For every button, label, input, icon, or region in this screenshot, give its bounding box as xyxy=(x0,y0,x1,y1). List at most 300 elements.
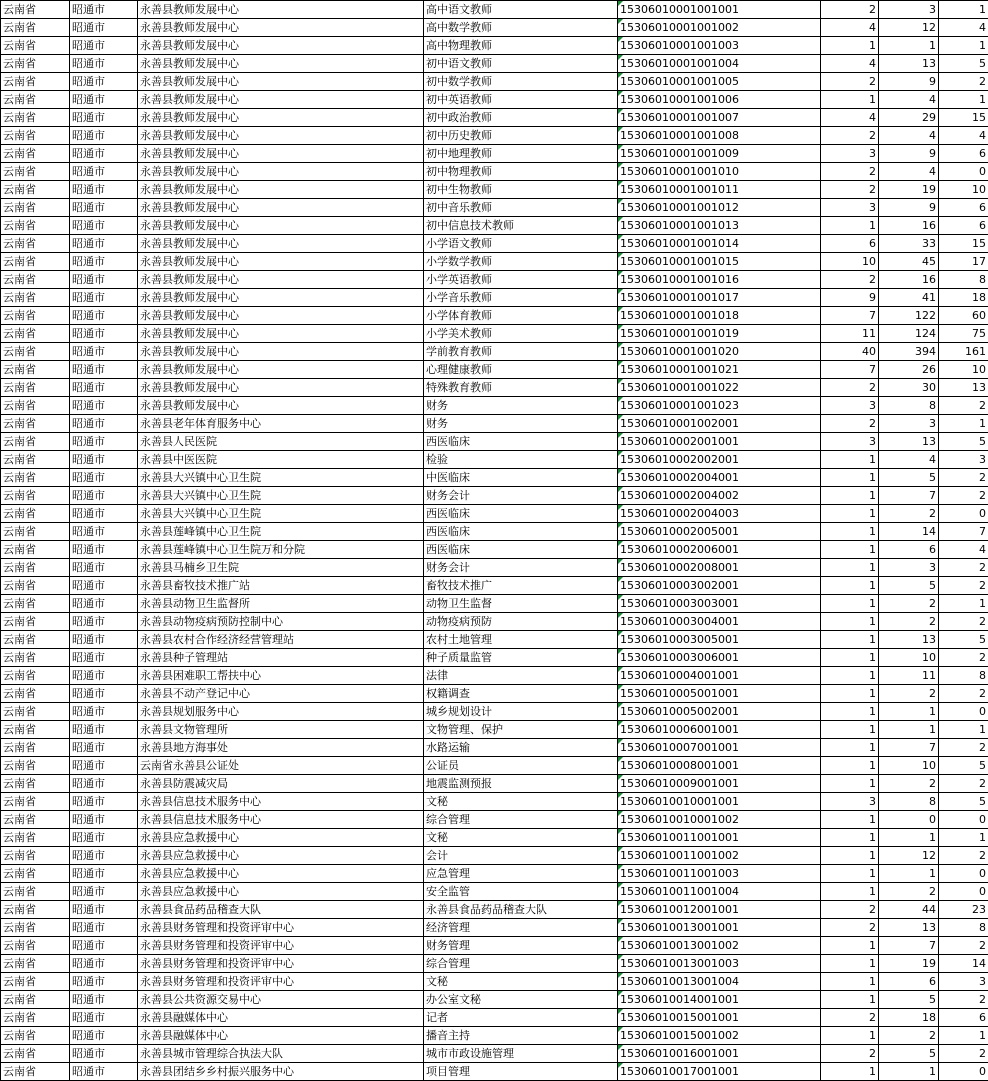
province-cell: 云南省 xyxy=(1,919,70,937)
city-cell: 昭通市 xyxy=(70,919,138,937)
province-cell: 云南省 xyxy=(1,235,70,253)
unit-name-cell: 永善县教师发展中心 xyxy=(138,19,424,37)
position-code-cell: 15306010001001023 xyxy=(618,397,821,415)
unit-name-cell: 永善县财务管理和投资评审中心 xyxy=(138,919,424,937)
paid-cell: 2 xyxy=(939,469,988,487)
position-cell: 动物卫生监督 xyxy=(424,595,618,613)
position-cell: 初中音乐教师 xyxy=(424,199,618,217)
unit-name-cell: 永善县教师发展中心 xyxy=(138,199,424,217)
province-cell: 云南省 xyxy=(1,523,70,541)
city-cell: 昭通市 xyxy=(70,181,138,199)
position-code-cell: 15306010015001001 xyxy=(618,1009,821,1027)
table-row xyxy=(1,721,988,739)
position-code-cell: 15306010001001001 xyxy=(618,1,821,19)
position-cell: 初中政治教师 xyxy=(424,109,618,127)
city-cell: 昭通市 xyxy=(70,109,138,127)
position-code-cell: 15306010002002001 xyxy=(618,451,821,469)
province-cell: 云南省 xyxy=(1,91,70,109)
position-cell: 综合管理 xyxy=(424,955,618,973)
position-cell: 法律 xyxy=(424,667,618,685)
unit-name-cell: 永善县动物卫生监督所 xyxy=(138,595,424,613)
city-cell: 昭通市 xyxy=(70,793,138,811)
unit-name-cell: 永善县教师发展中心 xyxy=(138,145,424,163)
province-cell: 云南省 xyxy=(1,649,70,667)
table-row xyxy=(1,847,988,865)
position-code-cell: 15306010009001001 xyxy=(618,775,821,793)
position-code-cell: 15306010011001003 xyxy=(618,865,821,883)
applicants-cell: 19 xyxy=(879,181,939,199)
position-cell: 小学美术教师 xyxy=(424,325,618,343)
paid-cell: 161 xyxy=(939,343,988,361)
paid-cell: 10 xyxy=(939,361,988,379)
table-row xyxy=(1,397,988,415)
city-cell: 昭通市 xyxy=(70,379,138,397)
province-cell: 云南省 xyxy=(1,1063,70,1081)
quota-cell: 4 xyxy=(821,109,879,127)
paid-cell: 6 xyxy=(939,199,988,217)
position-cell: 初中数学教师 xyxy=(424,73,618,91)
quota-cell: 9 xyxy=(821,289,879,307)
city-cell: 昭通市 xyxy=(70,1063,138,1081)
paid-cell: 4 xyxy=(939,19,988,37)
applicants-cell: 4 xyxy=(879,91,939,109)
quota-cell: 10 xyxy=(821,253,879,271)
quota-cell: 3 xyxy=(821,145,879,163)
applicants-cell: 1 xyxy=(879,829,939,847)
unit-name-cell: 永善县大兴镇中心卫生院 xyxy=(138,487,424,505)
table-row xyxy=(1,289,988,307)
position-code-cell: 15306010013001002 xyxy=(618,937,821,955)
position-code-cell: 15306010001001015 xyxy=(618,253,821,271)
paid-cell: 6 xyxy=(939,1009,988,1027)
province-cell: 云南省 xyxy=(1,685,70,703)
applicants-cell: 2 xyxy=(879,1027,939,1045)
city-cell: 昭通市 xyxy=(70,199,138,217)
paid-cell: 23 xyxy=(939,901,988,919)
applicants-cell: 5 xyxy=(879,1045,939,1063)
city-cell: 昭通市 xyxy=(70,811,138,829)
table-row xyxy=(1,451,988,469)
paid-cell: 4 xyxy=(939,541,988,559)
paid-cell: 5 xyxy=(939,793,988,811)
paid-cell: 2 xyxy=(939,559,988,577)
position-cell: 初中语文教师 xyxy=(424,55,618,73)
position-cell: 城乡规划设计 xyxy=(424,703,618,721)
province-cell: 云南省 xyxy=(1,991,70,1009)
unit-name-cell: 永善县财务管理和投资评审中心 xyxy=(138,955,424,973)
province-cell: 云南省 xyxy=(1,109,70,127)
table-row xyxy=(1,595,988,613)
position-cell: 初中英语教师 xyxy=(424,91,618,109)
table-row xyxy=(1,487,988,505)
table-row xyxy=(1,1009,988,1027)
table-row xyxy=(1,109,988,127)
quota-cell: 3 xyxy=(821,793,879,811)
paid-cell: 8 xyxy=(939,919,988,937)
city-cell: 昭通市 xyxy=(70,235,138,253)
table-row xyxy=(1,1027,988,1045)
province-cell: 云南省 xyxy=(1,973,70,991)
unit-name-cell: 永善县种子管理站 xyxy=(138,649,424,667)
city-cell: 昭通市 xyxy=(70,703,138,721)
quota-cell: 1 xyxy=(821,883,879,901)
unit-name-cell: 永善县困难职工帮扶中心 xyxy=(138,667,424,685)
unit-name-cell: 永善县教师发展中心 xyxy=(138,73,424,91)
unit-name-cell: 永善县教师发展中心 xyxy=(138,343,424,361)
position-code-cell: 15306010003006001 xyxy=(618,649,821,667)
position-cell: 高中数学教师 xyxy=(424,19,618,37)
position-code-cell: 15306010001001009 xyxy=(618,145,821,163)
applicants-cell: 26 xyxy=(879,361,939,379)
paid-cell: 75 xyxy=(939,325,988,343)
city-cell: 昭通市 xyxy=(70,847,138,865)
table-row xyxy=(1,757,988,775)
unit-name-cell: 永善县大兴镇中心卫生院 xyxy=(138,505,424,523)
unit-name-cell: 永善县文物管理所 xyxy=(138,721,424,739)
unit-name-cell: 永善县大兴镇中心卫生院 xyxy=(138,469,424,487)
applicants-cell: 12 xyxy=(879,19,939,37)
paid-cell: 4 xyxy=(939,127,988,145)
province-cell: 云南省 xyxy=(1,739,70,757)
position-code-cell: 15306010001001006 xyxy=(618,91,821,109)
city-cell: 昭通市 xyxy=(70,487,138,505)
unit-name-cell: 永善县教师发展中心 xyxy=(138,397,424,415)
quota-cell: 1 xyxy=(821,829,879,847)
quota-cell: 3 xyxy=(821,397,879,415)
position-code-cell: 15306010003003001 xyxy=(618,595,821,613)
quota-cell: 1 xyxy=(821,487,879,505)
position-cell: 小学数学教师 xyxy=(424,253,618,271)
paid-cell: 18 xyxy=(939,289,988,307)
table-row xyxy=(1,1,988,19)
paid-cell: 0 xyxy=(939,883,988,901)
position-cell: 小学英语教师 xyxy=(424,271,618,289)
position-code-cell: 15306010001001007 xyxy=(618,109,821,127)
applicants-cell: 2 xyxy=(879,595,939,613)
applicants-cell: 122 xyxy=(879,307,939,325)
province-cell: 云南省 xyxy=(1,613,70,631)
city-cell: 昭通市 xyxy=(70,37,138,55)
quota-cell: 1 xyxy=(821,649,879,667)
position-code-cell: 15306010007001001 xyxy=(618,739,821,757)
quota-cell: 4 xyxy=(821,55,879,73)
position-cell: 西医临床 xyxy=(424,505,618,523)
applicants-cell: 19 xyxy=(879,955,939,973)
quota-cell: 1 xyxy=(821,775,879,793)
province-cell: 云南省 xyxy=(1,721,70,739)
table-row xyxy=(1,199,988,217)
table-row xyxy=(1,91,988,109)
city-cell: 昭通市 xyxy=(70,397,138,415)
table-row xyxy=(1,649,988,667)
quota-cell: 2 xyxy=(821,415,879,433)
position-code-cell: 15306010006001001 xyxy=(618,721,821,739)
position-code-cell: 15306010005001001 xyxy=(618,685,821,703)
province-cell: 云南省 xyxy=(1,847,70,865)
province-cell: 云南省 xyxy=(1,559,70,577)
city-cell: 昭通市 xyxy=(70,865,138,883)
applicants-cell: 9 xyxy=(879,145,939,163)
province-cell: 云南省 xyxy=(1,253,70,271)
table-row xyxy=(1,235,988,253)
position-cell: 初中生物教师 xyxy=(424,181,618,199)
city-cell: 昭通市 xyxy=(70,649,138,667)
position-code-cell: 15306010005002001 xyxy=(618,703,821,721)
table-row xyxy=(1,541,988,559)
position-code-cell: 15306010002001001 xyxy=(618,433,821,451)
province-cell: 云南省 xyxy=(1,361,70,379)
applicants-cell: 1 xyxy=(879,703,939,721)
province-cell: 云南省 xyxy=(1,487,70,505)
city-cell: 昭通市 xyxy=(70,55,138,73)
paid-cell: 2 xyxy=(939,487,988,505)
quota-cell: 1 xyxy=(821,847,879,865)
position-code-cell: 15306010016001001 xyxy=(618,1045,821,1063)
city-cell: 昭通市 xyxy=(70,721,138,739)
quota-cell: 40 xyxy=(821,343,879,361)
position-code-cell: 15306010013001004 xyxy=(618,973,821,991)
province-cell: 云南省 xyxy=(1,379,70,397)
position-code-cell: 15306010008001001 xyxy=(618,757,821,775)
unit-name-cell: 永善县规划服务中心 xyxy=(138,703,424,721)
applicants-cell: 14 xyxy=(879,523,939,541)
paid-cell: 13 xyxy=(939,379,988,397)
applicants-cell: 6 xyxy=(879,973,939,991)
city-cell: 昭通市 xyxy=(70,541,138,559)
position-cell: 文秘 xyxy=(424,973,618,991)
city-cell: 昭通市 xyxy=(70,523,138,541)
position-cell: 初中地理教师 xyxy=(424,145,618,163)
province-cell: 云南省 xyxy=(1,199,70,217)
quota-cell: 1 xyxy=(821,595,879,613)
quota-cell: 1 xyxy=(821,937,879,955)
position-code-cell: 15306010001001022 xyxy=(618,379,821,397)
province-cell: 云南省 xyxy=(1,757,70,775)
unit-name-cell: 永善县教师发展中心 xyxy=(138,379,424,397)
table-row xyxy=(1,559,988,577)
province-cell: 云南省 xyxy=(1,37,70,55)
quota-cell: 1 xyxy=(821,631,879,649)
city-cell: 昭通市 xyxy=(70,829,138,847)
province-cell: 云南省 xyxy=(1,145,70,163)
province-cell: 云南省 xyxy=(1,451,70,469)
position-cell: 记者 xyxy=(424,1009,618,1027)
unit-name-cell: 永善县信息技术服务中心 xyxy=(138,793,424,811)
city-cell: 昭通市 xyxy=(70,595,138,613)
applicants-cell: 10 xyxy=(879,649,939,667)
city-cell: 昭通市 xyxy=(70,1045,138,1063)
table-row xyxy=(1,19,988,37)
quota-cell: 2 xyxy=(821,181,879,199)
province-cell: 云南省 xyxy=(1,343,70,361)
unit-name-cell: 永善县动物疫病预防控制中心 xyxy=(138,613,424,631)
quota-cell: 1 xyxy=(821,1063,879,1081)
position-cell: 中医临床 xyxy=(424,469,618,487)
table-row xyxy=(1,631,988,649)
position-cell: 财务 xyxy=(424,397,618,415)
applicants-cell: 6 xyxy=(879,541,939,559)
position-code-cell: 15306010013001003 xyxy=(618,955,821,973)
paid-cell: 15 xyxy=(939,109,988,127)
city-cell: 昭通市 xyxy=(70,343,138,361)
position-code-cell: 15306010002004003 xyxy=(618,505,821,523)
unit-name-cell: 永善县教师发展中心 xyxy=(138,307,424,325)
quota-cell: 2 xyxy=(821,901,879,919)
position-cell: 应急管理 xyxy=(424,865,618,883)
paid-cell: 5 xyxy=(939,631,988,649)
position-cell: 西医临床 xyxy=(424,523,618,541)
position-cell: 财务管理 xyxy=(424,937,618,955)
position-cell: 初中历史教师 xyxy=(424,127,618,145)
table-row xyxy=(1,469,988,487)
city-cell: 昭通市 xyxy=(70,667,138,685)
unit-name-cell: 永善县马楠乡卫生院 xyxy=(138,559,424,577)
position-code-cell: 15306010001001013 xyxy=(618,217,821,235)
applicants-cell: 9 xyxy=(879,73,939,91)
quota-cell: 1 xyxy=(821,577,879,595)
province-cell: 云南省 xyxy=(1,829,70,847)
quota-cell: 3 xyxy=(821,199,879,217)
table-row xyxy=(1,55,988,73)
applicants-cell: 44 xyxy=(879,901,939,919)
paid-cell: 0 xyxy=(939,811,988,829)
table-row xyxy=(1,865,988,883)
table-row xyxy=(1,937,988,955)
position-cell: 文秘 xyxy=(424,793,618,811)
table-row xyxy=(1,217,988,235)
province-cell: 云南省 xyxy=(1,1045,70,1063)
city-cell: 昭通市 xyxy=(70,361,138,379)
quota-cell: 1 xyxy=(821,37,879,55)
quota-cell: 1 xyxy=(821,91,879,109)
position-cell: 城市市政设施管理 xyxy=(424,1045,618,1063)
city-cell: 昭通市 xyxy=(70,325,138,343)
quota-cell: 1 xyxy=(821,451,879,469)
applicants-cell: 7 xyxy=(879,487,939,505)
position-code-cell: 15306010003004001 xyxy=(618,613,821,631)
paid-cell: 8 xyxy=(939,271,988,289)
table-row xyxy=(1,901,988,919)
city-cell: 昭通市 xyxy=(70,217,138,235)
table-row xyxy=(1,163,988,181)
city-cell: 昭通市 xyxy=(70,739,138,757)
unit-name-cell: 永善县莲峰镇中心卫生院 xyxy=(138,523,424,541)
table-row xyxy=(1,127,988,145)
applicants-cell: 30 xyxy=(879,379,939,397)
position-cell: 畜牧技术推广 xyxy=(424,577,618,595)
position-code-cell: 15306010001001011 xyxy=(618,181,821,199)
city-cell: 昭通市 xyxy=(70,271,138,289)
unit-name-cell: 永善县信息技术服务中心 xyxy=(138,811,424,829)
quota-cell: 1 xyxy=(821,703,879,721)
city-cell: 昭通市 xyxy=(70,991,138,1009)
applicants-cell: 2 xyxy=(879,775,939,793)
position-cell: 初中物理教师 xyxy=(424,163,618,181)
table-body xyxy=(1,1,988,1081)
applicants-cell: 8 xyxy=(879,793,939,811)
applicants-cell: 1 xyxy=(879,1063,939,1081)
position-code-cell: 15306010002005001 xyxy=(618,523,821,541)
province-cell: 云南省 xyxy=(1,217,70,235)
position-cell: 播音主持 xyxy=(424,1027,618,1045)
quota-cell: 1 xyxy=(821,613,879,631)
table-row xyxy=(1,739,988,757)
position-code-cell: 15306010011001002 xyxy=(618,847,821,865)
city-cell: 昭通市 xyxy=(70,613,138,631)
applicants-cell: 2 xyxy=(879,505,939,523)
unit-name-cell: 永善县教师发展中心 xyxy=(138,163,424,181)
province-cell: 云南省 xyxy=(1,55,70,73)
position-cell: 项目管理 xyxy=(424,1063,618,1081)
quota-cell: 1 xyxy=(821,469,879,487)
table-row xyxy=(1,145,988,163)
applicants-cell: 10 xyxy=(879,757,939,775)
applicants-cell: 11 xyxy=(879,667,939,685)
applicants-cell: 29 xyxy=(879,109,939,127)
applicants-cell: 18 xyxy=(879,1009,939,1027)
quota-cell: 2 xyxy=(821,379,879,397)
position-cell: 心理健康教师 xyxy=(424,361,618,379)
applicants-cell: 33 xyxy=(879,235,939,253)
position-code-cell: 15306010010001001 xyxy=(618,793,821,811)
paid-cell: 6 xyxy=(939,217,988,235)
unit-name-cell: 永善县教师发展中心 xyxy=(138,109,424,127)
applicants-cell: 3 xyxy=(879,1,939,19)
quota-cell: 1 xyxy=(821,217,879,235)
applicants-cell: 13 xyxy=(879,631,939,649)
quota-cell: 6 xyxy=(821,235,879,253)
city-cell: 昭通市 xyxy=(70,883,138,901)
province-cell: 云南省 xyxy=(1,307,70,325)
unit-name-cell: 永善县团结乡乡村振兴服务中心 xyxy=(138,1063,424,1081)
paid-cell: 1 xyxy=(939,1,988,19)
unit-name-cell: 永善县中医医院 xyxy=(138,451,424,469)
table-row xyxy=(1,307,988,325)
table-row xyxy=(1,433,988,451)
position-code-cell: 15306010001001008 xyxy=(618,127,821,145)
city-cell: 昭通市 xyxy=(70,757,138,775)
position-cell: 安全监管 xyxy=(424,883,618,901)
applicants-cell: 13 xyxy=(879,433,939,451)
position-code-cell: 15306010003002001 xyxy=(618,577,821,595)
unit-name-cell: 永善县教师发展中心 xyxy=(138,235,424,253)
applicants-cell: 16 xyxy=(879,271,939,289)
applicants-cell: 1 xyxy=(879,721,939,739)
applicants-cell: 13 xyxy=(879,919,939,937)
city-cell: 昭通市 xyxy=(70,433,138,451)
position-cell: 文物管理、保护 xyxy=(424,721,618,739)
province-cell: 云南省 xyxy=(1,595,70,613)
province-cell: 云南省 xyxy=(1,577,70,595)
unit-name-cell: 永善县教师发展中心 xyxy=(138,325,424,343)
position-code-cell: 15306010001001012 xyxy=(618,199,821,217)
applicants-cell: 8 xyxy=(879,397,939,415)
city-cell: 昭通市 xyxy=(70,163,138,181)
position-code-cell: 15306010001001002 xyxy=(618,19,821,37)
city-cell: 昭通市 xyxy=(70,91,138,109)
province-cell: 云南省 xyxy=(1,73,70,91)
applicants-cell: 2 xyxy=(879,613,939,631)
position-code-cell: 15306010010001002 xyxy=(618,811,821,829)
quota-cell: 1 xyxy=(821,1027,879,1045)
province-cell: 云南省 xyxy=(1,1027,70,1045)
applicants-cell: 2 xyxy=(879,883,939,901)
unit-name-cell: 永善县教师发展中心 xyxy=(138,361,424,379)
position-cell: 水路运输 xyxy=(424,739,618,757)
city-cell: 昭通市 xyxy=(70,127,138,145)
paid-cell: 60 xyxy=(939,307,988,325)
city-cell: 昭通市 xyxy=(70,1027,138,1045)
